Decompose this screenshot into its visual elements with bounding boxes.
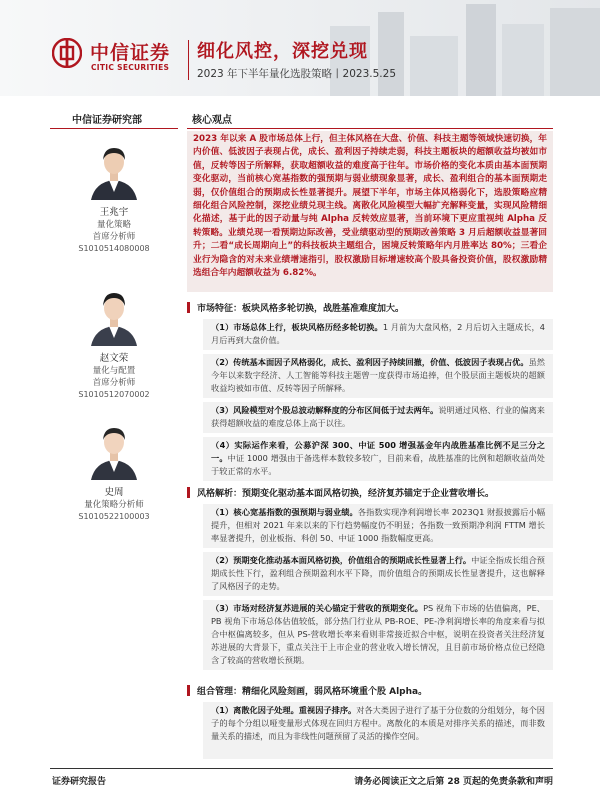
analyst-role: 首席分析师 [92, 232, 136, 242]
building-decoration [550, 8, 600, 96]
section-paragraph [203, 319, 553, 350]
analyst-photo-icon [87, 418, 141, 480]
analyst-license-id: S1010522100003 [78, 512, 150, 521]
core-views-title: 核心观点 [192, 115, 232, 126]
paragraph-lead: （3）市场对经济复苏进展的关心锚定于营收的预期变化。 [211, 603, 424, 613]
paragraph-body: 说明通过风格、行业的偏离来获得超额收益的难度总体上高于以往。 [211, 405, 545, 428]
building-decoration [410, 36, 458, 96]
core-summary: 2023 年以来 A 股市场总体上行，但主体风格在大盘、价值、科技主题等领域快速切换，年内价值、低波因子表现占优，成长、盈利因子持续走弱，科技主题板块的超额收益均被如市值，反转等因子所解释，获取超额收益的难度高于往年。市场价格的变化本质由基本面预期变化驱动，当前核心宽基指数的强预期与弱业绩现象显著，成长、盈利组合的基本面预期走弱，仅价值组合的预期成长性显著提升。展望下半年，市场主体风格弱化下，选股策略应精细化组合风险控制，深挖业绩兑现主线。离散化风险模型大幅扩充解释变量，实现风险精细化描述，基于此的因子动量与纯 Alpha 反转效应显著，当前环境下更应重视纯 Alpha 反转策略。业绩兑现一看预期边际改善，受业绩驱动型的预期改善策略 3 月后超额收益显著回升；二看“成长周期向上”的科技板块主题组合，困境反转策略年内月胜率达 80%；三看企业行为隐含的对未来业绩增速指引，股权激励目标增速较高个股具备投资价值，股权激励精选组合年内超额收益为 6.82%。 [187, 131, 553, 292]
report-subtitle: 2023 年下半年量化选股策略丨2023.5.25 [197, 68, 396, 80]
analyst-name: 王兆宇 [99, 207, 129, 218]
analyst-name: 赵文荣 [99, 353, 129, 364]
building-decoration [466, 4, 496, 96]
paragraph-lead: （2）传统基本面因子风格弱化，成长、盈利因子持续回撤，价值、低波因子表现占优。 [211, 357, 529, 367]
header-divider [188, 40, 189, 80]
analyst-card [50, 138, 178, 255]
paragraph-lead: （3）风险模型对个股总波动解释度的分布区间低于过去两年。 [211, 405, 439, 415]
analyst-license-id: S1010514080008 [78, 244, 150, 253]
analyst-team: 量化策略分析师 [84, 500, 144, 510]
paragraph-lead: （1）核心宽基指数的强预期与弱业绩。 [211, 507, 358, 517]
section-paragraph [203, 702, 553, 759]
analyst-license-id: S1010512070002 [78, 390, 150, 399]
section-heading: 风格解析：预期变化驱动基本面风格切换，经济复苏锚定于企业营收增长。 [187, 486, 553, 499]
report-title: 细化风控，深挖兑现 [197, 41, 368, 62]
analyst-photo-icon [87, 138, 141, 200]
section-heading: 市场特征：板块风格多轮切换，战胜基准难度加大。 [187, 301, 553, 314]
section-paragraph [203, 402, 553, 433]
paragraph-body: 中证全指成长组合预期成长性下行，盈利组合预期盈利水平下降，而价值组合的预期成长性显著提升，这也解释了风格因子的走势。 [211, 555, 545, 591]
analyst-card [50, 418, 178, 523]
analyst-role: 首席分析师 [92, 378, 136, 388]
section-paragraph [203, 437, 553, 481]
paragraph-lead: （2）预期变化推动基本面风格切换，价值组合的预期成长性显著上行。 [211, 555, 472, 565]
left-column-rule [50, 128, 178, 129]
analyst-team: 量化与配置 [92, 366, 136, 376]
footer-disclaimer-note: 请务必阅读正文之后第 28 页起的免责条款和声明 [354, 777, 553, 787]
section-heading: 组合管理：精细化风险刻画，弱风格环境重个股 Alpha。 [187, 684, 553, 697]
section-paragraph [203, 504, 553, 548]
section-paragraph [203, 354, 553, 398]
analyst-team: 量化策略 [96, 220, 131, 230]
footer-rule [50, 768, 553, 769]
section-paragraph [203, 552, 553, 596]
building-decoration [502, 24, 544, 96]
brand-name-en: CITIC SECURITIES [91, 63, 170, 72]
paragraph-body: 中证 1000 增强由于备选样本数较多较广，目前来看，战胜基准的比例和超额收益尚处于较正常的水平。 [211, 453, 545, 476]
brand-name-cn: 中信证券 [90, 42, 171, 64]
paragraph-body: 1 月前为大盘风格，2 月后切入主题成长，4 月后再到大盘价值。 [211, 322, 545, 345]
paragraph-lead: （4）实际运作来看，公募沪深 300、中证 500 增强基金年内战胜基准比例不足三分之一。 [211, 440, 545, 463]
footer-report-type: 证券研究报告 [52, 777, 107, 787]
building-decoration [378, 12, 404, 96]
research-dept-title: 中信证券研究部 [72, 115, 142, 126]
analyst-card [50, 284, 178, 401]
paragraph-body: PS 视角下市场的估值偏离，PE、PB 视角下市场总体估值较低，部分热门行业从 PB-ROE、PE-净利润增长率的角度来看与拟合中枢偏离较多，但从 PS-营收增长率来看则非常接近拟合中枢，说明在投资者关注经济复苏进展的大背景下，重点关注于上市企业的营业收入增长情况，且目前市场价格点位已经隐含了较高的营收增长预期。 [211, 603, 545, 665]
right-column-rule [187, 128, 553, 129]
report-header [0, 0, 600, 96]
paragraph-lead: （1）离散化因子处理。重视因子排序。 [211, 705, 357, 715]
paragraph-lead: （1）市场总体上行，板块风格历经多轮切换。 [211, 322, 383, 332]
paragraph-body: 各指数实现净利润增长率 2023Q1 财报披露后小幅提升，但相对 2021 年来以来的下行趋势幅度仍不明显；各指数一致预期净利润 FTTM 增长率显著提升，创业板指、科创 50、中证 1000 指数幅度更高。 [211, 507, 546, 543]
paragraph-body: 对各大类因子进行了基于分位数的分组划分，每个因子的每个分组以哑变量形式体现在回归方程中。离散化的本质是对排序关系的描述，而非数量关系的描述，而且为非线性问题预留了灵活的操作空间。 [211, 705, 545, 741]
section-paragraph [203, 600, 553, 670]
analyst-photo-icon [87, 284, 141, 346]
analyst-name: 史周 [104, 487, 124, 498]
citic-logo-icon [52, 38, 82, 68]
paragraph-body: 虽然今年以来数字经济、人工智能等科技主题曾一度获得市场追捧，但个股层面主题板块的超额收益均被如市值、反转等因子所解释。 [211, 357, 545, 393]
